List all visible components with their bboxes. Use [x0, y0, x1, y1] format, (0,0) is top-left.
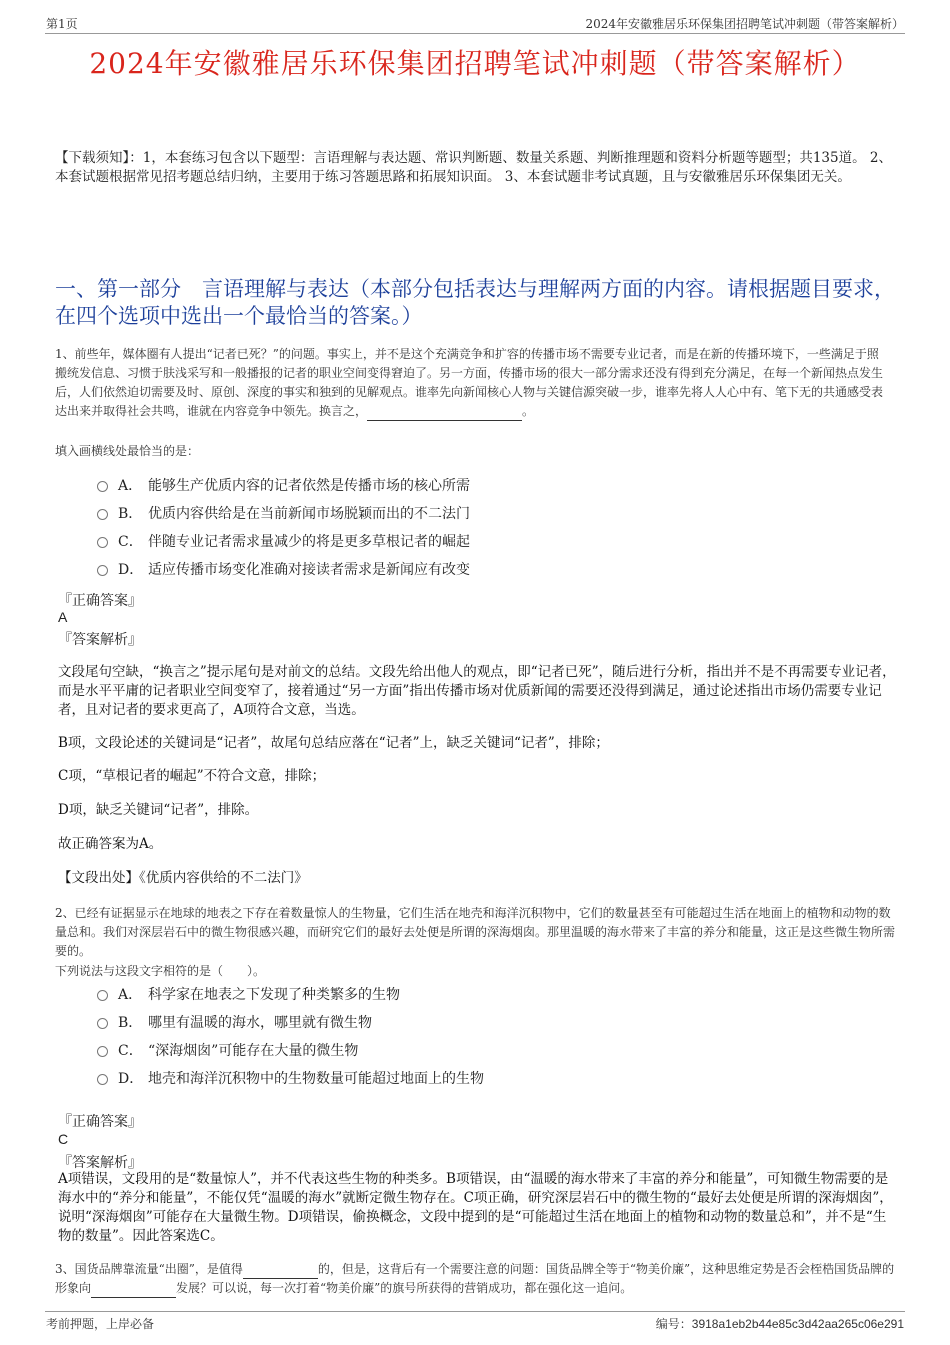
q1-analysis-d: D项，缺乏关键词“记者”，排除。: [58, 802, 259, 818]
q1-option-b[interactable]: B． 优质内容供给是在当前新闻市场脱颖而出的不二法门: [97, 504, 470, 524]
download-notice: 【下载须知】：1，本套练习包含以下题型：言语理解与表达题、常识判断题、数量关系题、判断推理题和资料分析题等题型；共135道。 2、本套试题根据常见招考题总结归纳，主要用于练习答题思路和拓展知识面。 3、本套试题非考试真题，且与安徽雅居乐环保集团无关。: [55, 150, 892, 185]
q2-option-a[interactable]: A． 科学家在地表之下发现了种类繁多的生物: [97, 985, 400, 1005]
question-3-stem: 3、国货品牌靠流量“出圈”，是值得 的，但是，这背后有一个需要注意的问题：国货品牌全等于“物美价廉”，这种思维定势是否会桎梏国货品牌的形象向 发展？可以说，每一次打着“物美价廉”的旗号所获得的营销成功，都在强化这一追问。: [55, 1260, 895, 1298]
q1-analysis-label: 『答案解析』: [58, 632, 142, 648]
page-title: 2024年安徽雅居乐环保集团招聘笔试冲刺题（带答案解析）: [89, 47, 861, 80]
footer-rule: [45, 1311, 905, 1312]
q2-analysis-label: 『答案解析』: [58, 1155, 142, 1171]
section-heading: 一、第一部分 言语理解与表达（本部分包括表达与理解两方面的内容。请根据题目要求，在四个选项中选出一个最恰当的答案。）: [55, 277, 895, 328]
q1-source: 【文段出处】《优质内容供给的不二法门》: [58, 870, 308, 886]
q2-answer: C: [58, 1131, 69, 1147]
fill-blank: [367, 408, 522, 421]
q2-option-d[interactable]: D． 地壳和海洋沉积物中的生物数量可能超过地面上的生物: [97, 1069, 484, 1089]
q1-analysis-b: B项，文段论述的关键词是“记者”，故尾句总结应落在“记者”上，缺乏关键词“记者”，排除；: [58, 735, 609, 751]
q2-answer-label: 『正确答案』: [58, 1114, 142, 1130]
question-1-prompt: 填入画横线处最恰当的是：: [55, 444, 200, 458]
radio-icon[interactable]: [97, 509, 108, 520]
radio-icon[interactable]: [97, 1074, 108, 1085]
question-2-prompt: 下列说法与这段文字相符的是（ ）。: [55, 964, 266, 978]
radio-icon[interactable]: [97, 481, 108, 492]
q2-analysis: A项错误，文段用的是“数量惊人”，并不代表这些生物的种类多。B项错误，由“温暖的海水带来了丰富的养分和能量”，可知微生物需要的是海水中的“养分和能量”，不能仅凭“温暖的海水”就断定微生物存在。C项正确，研究深层岩石中的微生物的“最好去处便是所谓的深海烟囱”，说明“深海烟囱”可能存在大量微生物。D项错误，偷换概念，文段中提到的是“可能超过生活在地面上的植物和动物的数量总和”，并不是“生物的数量”。因此答案选C。: [58, 1171, 893, 1244]
radio-icon[interactable]: [97, 565, 108, 576]
radio-icon[interactable]: [97, 537, 108, 548]
radio-icon[interactable]: [97, 990, 108, 1001]
q2-option-b[interactable]: B． 哪里有温暖的海水，哪里就有微生物: [97, 1013, 372, 1033]
running-header-title: 2024年安徽雅居乐环保集团招聘笔试冲刺题（带答案解析）: [585, 17, 904, 31]
footer-slogan: 考前押题，上岸必备: [46, 1317, 155, 1331]
header-rule: [45, 33, 905, 34]
q1-answer-label: 『正确答案』: [58, 593, 142, 609]
question-2-stem: 2、已经有证据显示在地球的地表之下存在着数量惊人的生物量，它们生活在地壳和海洋沉积物中，它们的数量甚至有可能超过生活在地面上的植物和动物的数量总和。我们对深层岩石中的微生物很感兴趣，而研究它们的最好去处便是所谓的深海烟囱。那里温暖的海水带来了丰富的养分和能量，这正是这些微生物所需要的。: [55, 906, 896, 958]
q1-option-a[interactable]: A． 能够生产优质内容的记者依然是传播市场的核心所需: [97, 476, 470, 496]
page-number: 第1页: [46, 17, 78, 31]
fill-blank: [91, 1285, 176, 1298]
question-1-stem: 1、前些年，媒体圈有人提出“记者已死？”的问题。事实上，并不是这个充满竞争和扩容的传播市场不需要专业记者，而是在新的传播环境下，一些满足于照搬统发信息、习惯于肤浅采写和一般播报的记者的职业空间变得窘迫了。另一方面，传播市场的很大一部分需求还没有得到充分满足，在每一个新闻热点发生后，人们依然迫切需要及时、原创、深度的事实和独到的见解观点。谁率先向新闻核心人物与关键信源突破一步，谁率先将人人心中有、笔下无的共通感受表达出来并取得社会共鸣，谁就在内容竞争中领先。换言之， 。: [55, 345, 890, 421]
q2-option-c[interactable]: C． “深海烟囱”可能存在大量的微生物: [97, 1041, 358, 1061]
radio-icon[interactable]: [97, 1046, 108, 1057]
q1-option-d[interactable]: D． 适应传播市场变化准确对接读者需求是新闻应有改变: [97, 560, 470, 580]
document-code: 编号：3918a1eb2b44e85c3d42aa265c06e291: [655, 1317, 904, 1331]
fill-blank: [243, 1266, 318, 1279]
q1-analysis-c: C项，“草根记者的崛起”不符合文意，排除；: [58, 768, 326, 784]
q1-answer: A: [58, 609, 68, 625]
radio-icon[interactable]: [97, 1018, 108, 1029]
q1-option-c[interactable]: C． 伴随专业记者需求量减少的将是更多草根记者的崛起: [97, 532, 470, 552]
q1-analysis-main: 文段尾句空缺，“换言之”提示尾句是对前文的总结。文段先给出他人的观点，即“记者已死”，随后进行分析，指出并不是不再需要专业记者，而是水平平庸的记者职业空间变窄了，接着通过“另一方面”指出传播市场对优质新闻的需要还没得到满足，通过论述指出市场仍需要专业记者，且对记者的要求更高了，A项符合文意，当选。: [58, 664, 896, 718]
q1-conclusion: 故正确答案为A。: [58, 836, 163, 852]
